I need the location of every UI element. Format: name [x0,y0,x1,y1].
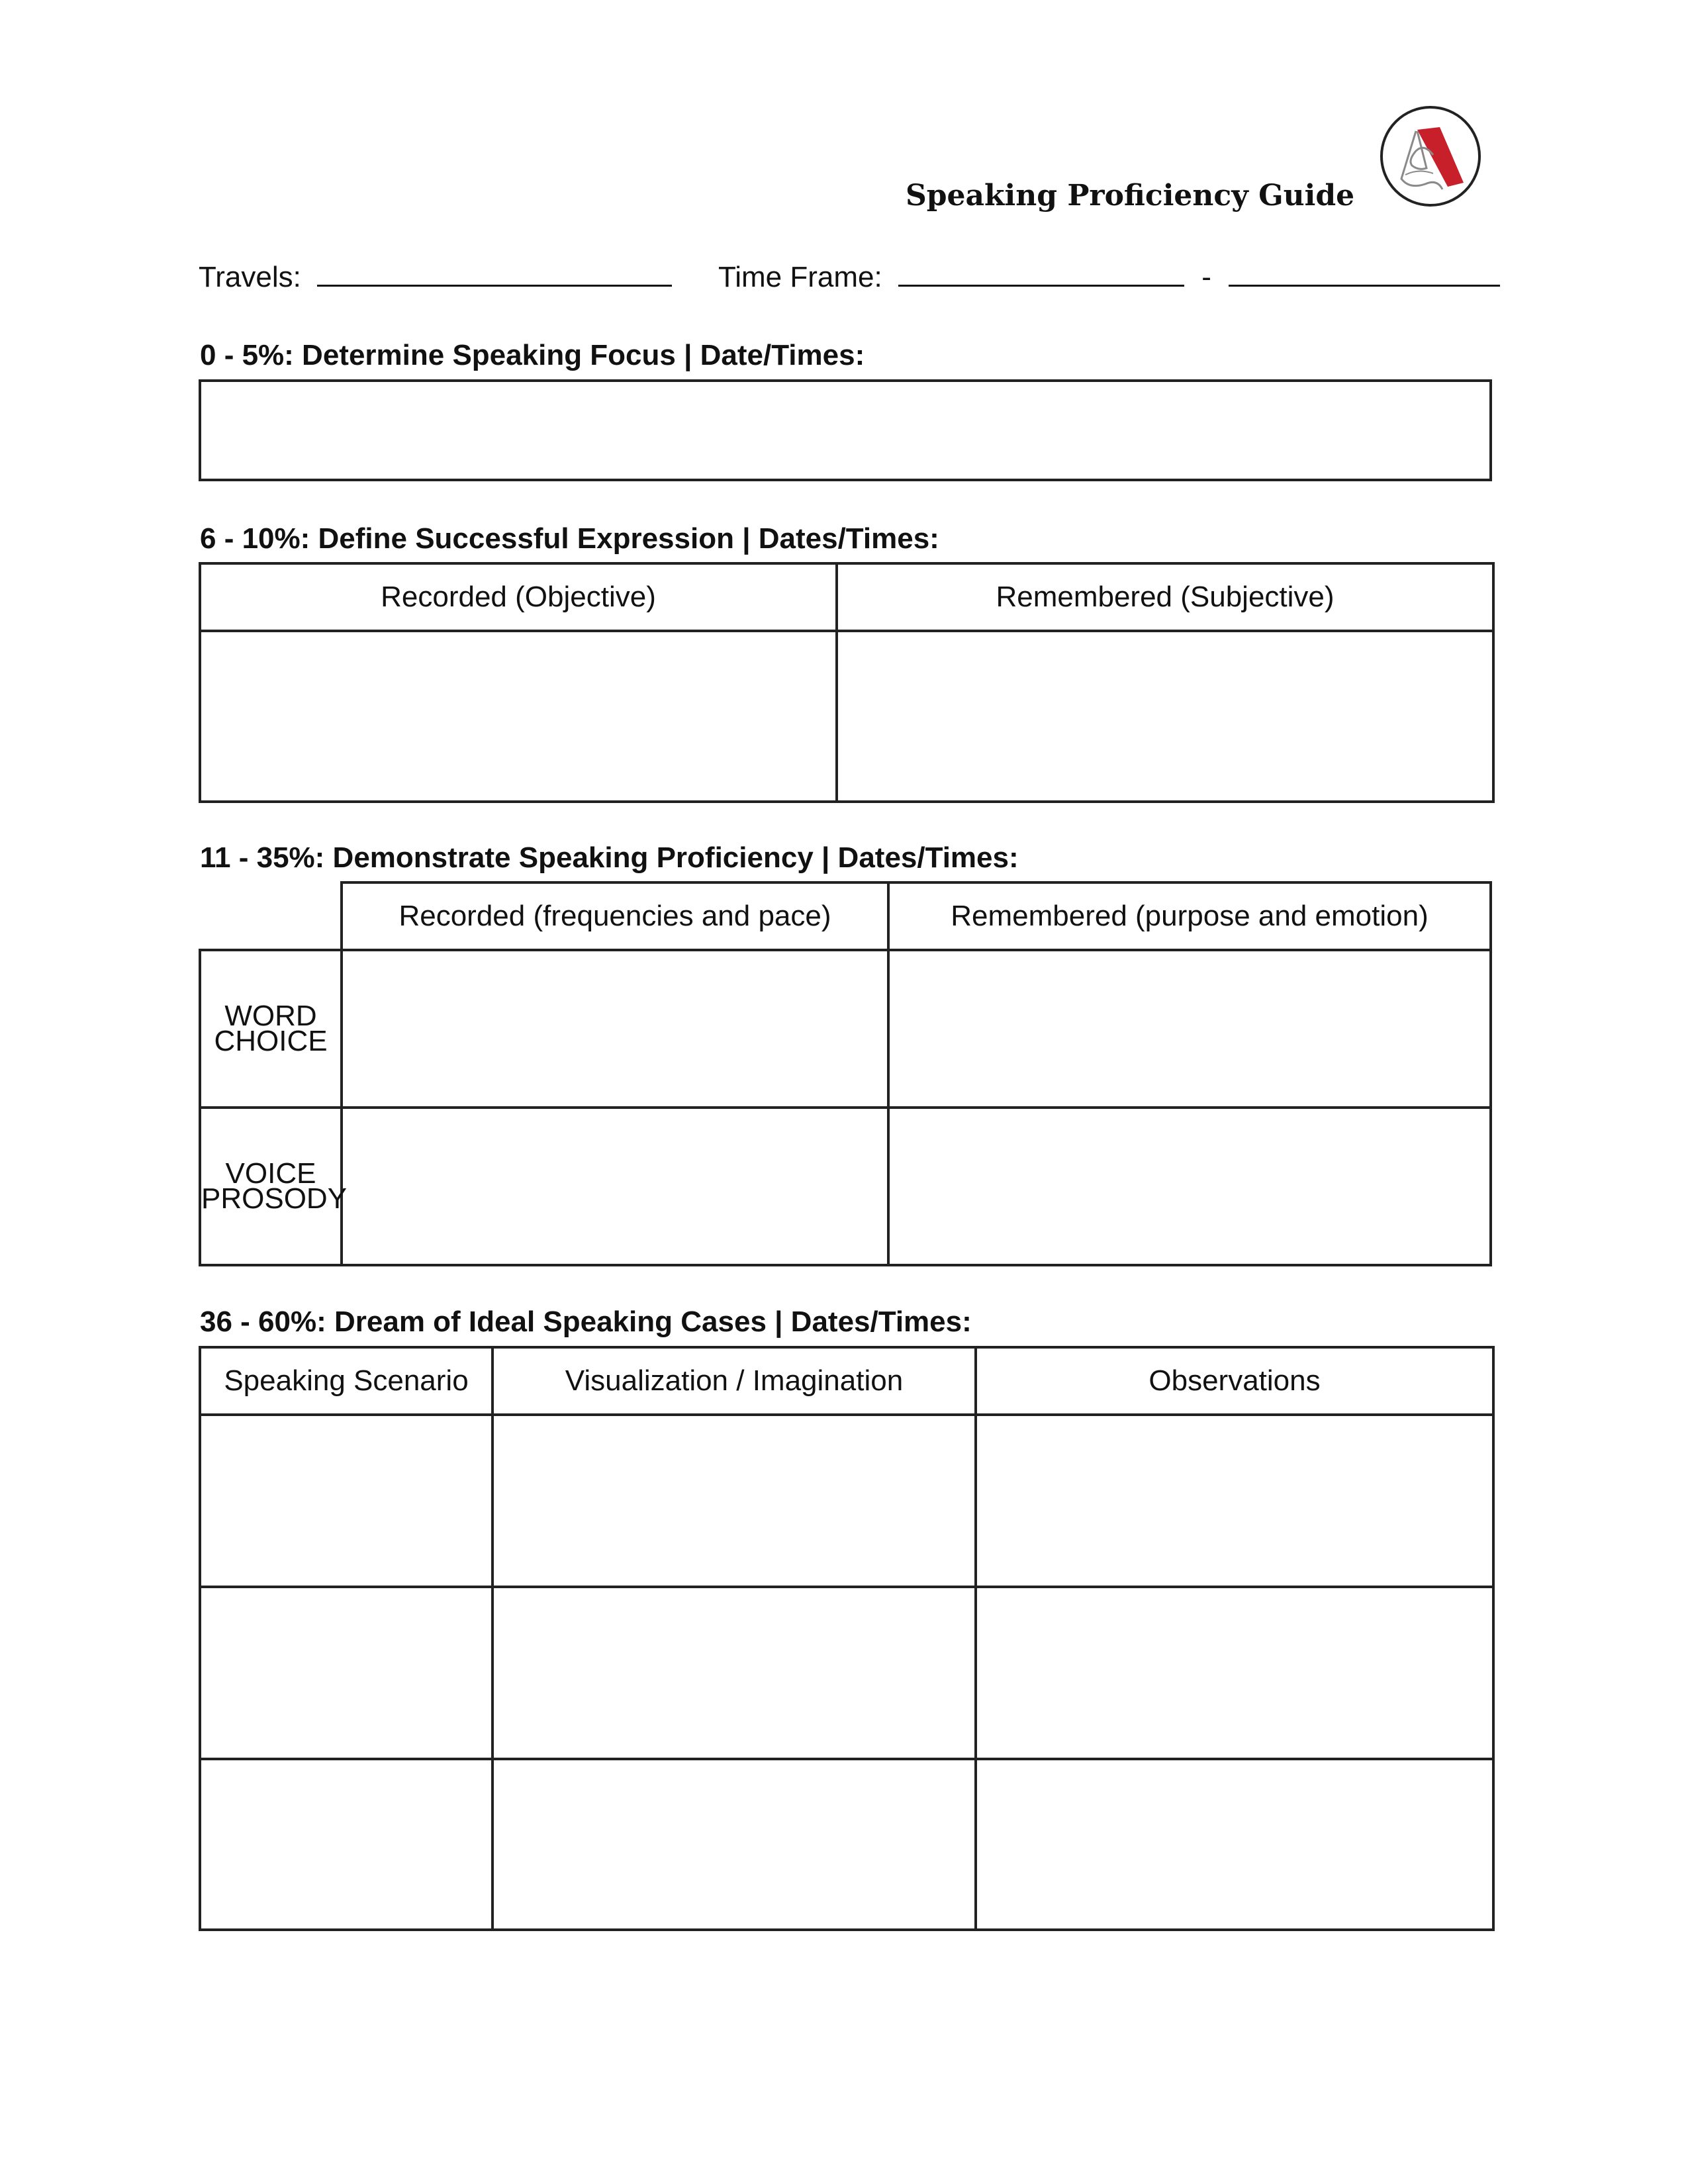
row-label-line: CHOICE [214,1025,328,1057]
scenario-cell[interactable] [200,1587,492,1759]
column-header: Recorded (Objective) [200,563,837,631]
travels-label: Travels: [199,261,301,293]
column-header: Observations [976,1347,1493,1415]
time-frame-end-blank[interactable] [1229,258,1500,287]
page-title: Speaking Proficiency Guide [906,179,1355,213]
column-header: Visualization / Imagination [492,1347,976,1415]
visualization-cell[interactable] [492,1415,976,1587]
row-label-word-choice [200,950,342,1108]
row-label-line: VOICE [225,1157,316,1190]
word-choice-remembered-cell[interactable] [888,950,1491,1108]
time-frame-separator: - [1201,261,1211,293]
observations-cell[interactable] [976,1415,1493,1587]
expression-table [199,562,1495,803]
time-frame-label: Time Frame: [718,261,882,293]
visualization-cell[interactable] [492,1759,976,1930]
observations-cell[interactable] [976,1759,1493,1930]
scenario-cell[interactable] [200,1415,492,1587]
section3-heading: 11 - 35%: Demonstrate Speaking Proficiency | Dates/Times: [200,841,1019,874]
row-label-line: WORD [224,1000,317,1032]
section1-heading: 0 - 5%: Determine Speaking Focus | Date/Times: [200,339,865,371]
ah-logo-icon [1379,105,1482,208]
column-header: Remembered (Subjective) [837,563,1493,631]
voice-prosody-recorded-cell[interactable] [342,1108,888,1265]
speaking-focus-box[interactable] [199,379,1492,481]
ideal-cases-table [199,1346,1495,1931]
scenario-cell[interactable] [200,1759,492,1930]
section4-heading: 36 - 60%: Dream of Ideal Speaking Cases | Dates/Times: [200,1306,972,1338]
proficiency-table [199,881,1492,1266]
word-choice-recorded-cell[interactable] [342,950,888,1108]
column-header: Recorded (frequencies and pace) [342,882,888,950]
row-label-voice-prosody [200,1108,348,1265]
empty-corner-cell [200,882,342,950]
visualization-cell[interactable] [492,1587,976,1759]
time-frame-start-blank[interactable] [898,258,1184,287]
travels-blank[interactable] [317,258,672,287]
remembered-subjective-cell[interactable] [837,631,1493,802]
observations-cell[interactable] [976,1587,1493,1759]
column-header: Speaking Scenario [200,1347,492,1415]
section2-heading: 6 - 10%: Define Successful Expression | Dates/Times: [200,522,939,555]
column-header: Remembered (purpose and emotion) [888,882,1491,950]
row-label-line: PROSODY [201,1182,348,1215]
travels-field[interactable] [199,258,672,294]
time-frame-field[interactable] [718,258,1500,294]
voice-prosody-remembered-cell[interactable] [888,1108,1491,1265]
recorded-objective-cell[interactable] [200,631,837,802]
